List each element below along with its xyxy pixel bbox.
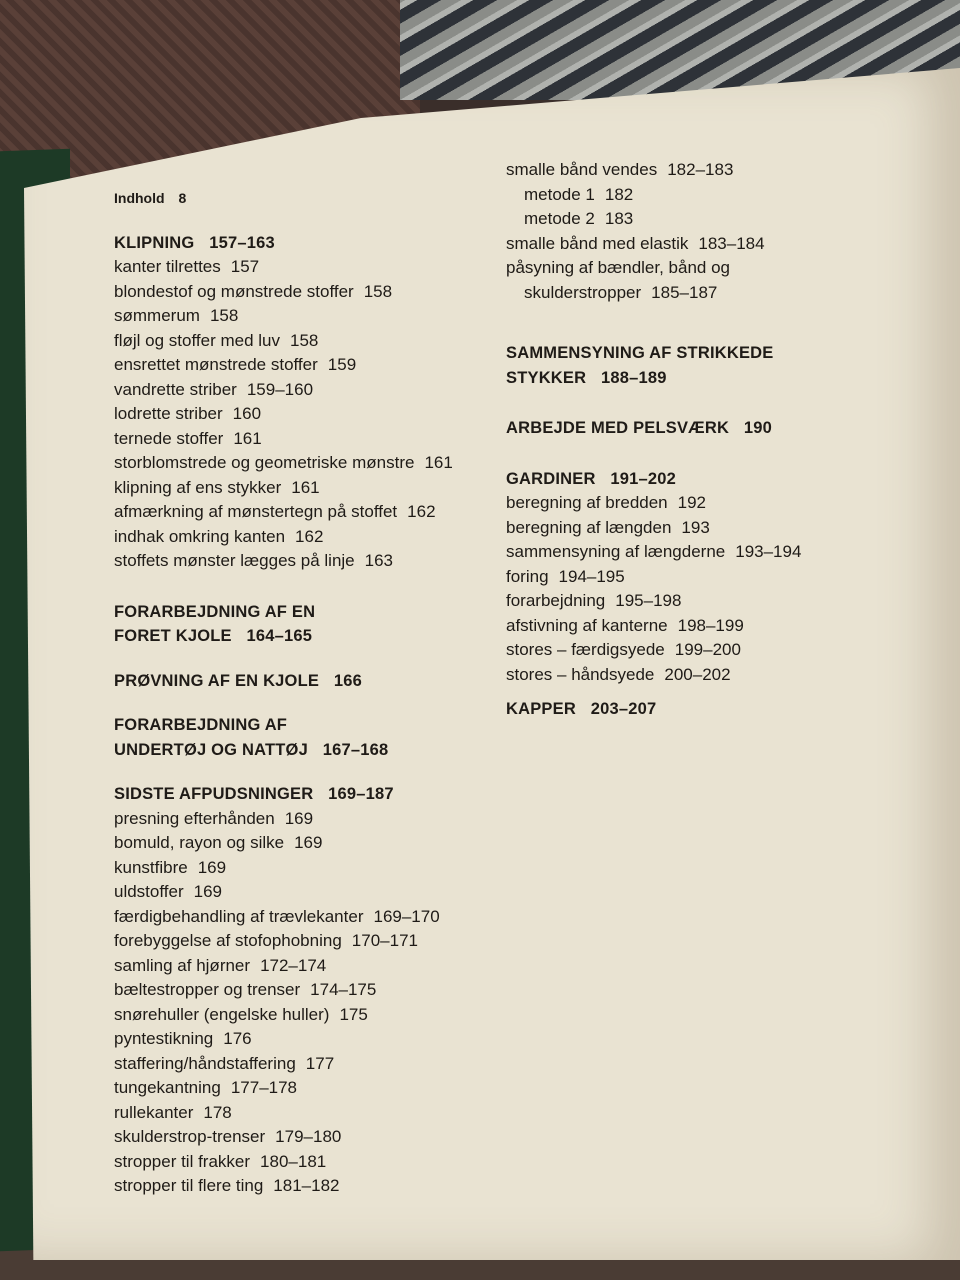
section-pages: 167–168 <box>322 740 389 759</box>
toc-item <box>506 565 926 590</box>
toc-item-pages: 162 <box>407 502 436 521</box>
section-title: KLIPNING <box>114 233 195 252</box>
toc-item-label: stores – færdigsyede <box>506 640 665 659</box>
toc-item-label: skulderstropper <box>524 282 642 302</box>
toc-item-pages: 177 <box>305 1053 335 1073</box>
toc-item <box>506 491 926 516</box>
toc-subitem <box>506 207 926 232</box>
toc-left-column <box>114 186 494 1199</box>
section-pages: 157–163 <box>209 233 275 252</box>
toc-item-label: indhak omkring kanten <box>114 526 286 546</box>
toc-item <box>114 476 494 501</box>
toc-item-pages: 159–160 <box>246 379 314 399</box>
toc-item <box>114 280 494 305</box>
toc-item-pages: 157 <box>230 257 260 276</box>
toc-item <box>506 158 926 183</box>
toc-item <box>506 589 926 614</box>
toc-item-label: bomuld, rayon og silke <box>114 833 285 852</box>
section-heading-afpudsninger <box>114 782 494 807</box>
toc-item-pages: 160 <box>232 404 262 423</box>
toc-item <box>506 614 926 639</box>
toc-item-label: smalle bånd vendes <box>506 160 658 179</box>
section-heading-strikkede <box>506 341 926 366</box>
toc-subitem <box>506 183 926 208</box>
toc-subitem <box>506 281 926 306</box>
toc-item <box>114 402 494 427</box>
toc-item-label: skulderstrop-trenser <box>114 1127 266 1146</box>
toc-item <box>114 807 494 832</box>
toc-item-pages: 169 <box>294 833 323 852</box>
toc-item-pages: 199–200 <box>674 640 741 659</box>
toc-item-pages: 195–198 <box>615 591 682 610</box>
toc-item <box>114 831 494 856</box>
toc-item-label: smalle bånd med elastik <box>506 233 689 253</box>
toc-item <box>114 954 494 979</box>
toc-item-pages: 172–174 <box>260 955 327 975</box>
toc-item-pages: 194–195 <box>558 566 625 586</box>
toc-item-label: tungekantning <box>114 1078 221 1097</box>
toc-item-pages: 182–183 <box>667 160 734 179</box>
toc-right-column <box>506 158 926 722</box>
toc-item <box>114 1174 494 1199</box>
toc-item-label: foring <box>506 566 549 586</box>
section-heading-strikkede-line2 <box>506 366 926 391</box>
toc-item-label: uldstoffer <box>114 882 184 901</box>
toc-item <box>506 256 926 281</box>
toc-item <box>114 856 494 881</box>
toc-item <box>114 1003 494 1028</box>
section-heading-gardiner <box>506 467 926 492</box>
section-heading-pelsvaerk <box>506 416 926 441</box>
toc-item-label: forarbejdning <box>506 591 606 610</box>
section-pages: 191–202 <box>610 469 677 488</box>
toc-item-label: blondestof og mønstrede stoffer <box>114 281 354 301</box>
toc-item-pages: 198–199 <box>677 615 744 635</box>
toc-item <box>114 880 494 905</box>
section-heading-kapper <box>506 697 926 722</box>
toc-item-label: beregning af længden <box>506 517 672 537</box>
section-title: PRØVNING AF EN KJOLE <box>114 671 320 690</box>
section-heading-proevning <box>114 669 494 694</box>
section-title-line1: FORARBEJDNING AF EN <box>114 602 316 621</box>
toc-item-pages: 169 <box>284 808 314 828</box>
section-title: SIDSTE AFPUDSNINGER <box>114 785 314 803</box>
toc-item-pages: 174–175 <box>310 980 377 999</box>
toc-item-pages: 183–184 <box>698 233 765 253</box>
toc-item <box>114 304 494 329</box>
toc-item <box>114 1101 494 1126</box>
toc-item-pages: 185–187 <box>651 282 718 302</box>
toc-item-label: storblomstrede og geometriske mønstre <box>114 453 415 472</box>
toc-item-label: pyntestikning <box>114 1029 214 1048</box>
toc-item-label: stoffets mønster lægges på linje <box>114 551 355 570</box>
section-heading-foret-kjole-line2 <box>114 624 494 649</box>
section-heading-undertoej-line2 <box>114 738 494 763</box>
header-page-number: 8 <box>178 190 187 206</box>
section-title-line2: STYKKER <box>506 368 587 387</box>
toc-item <box>114 1052 494 1077</box>
toc-item-label: metode 2 <box>524 209 595 228</box>
toc-item-label: stores – håndsyede <box>506 664 655 684</box>
section-pages: 203–207 <box>590 700 657 718</box>
toc-item-pages: 193–194 <box>735 542 802 561</box>
toc-item <box>114 929 494 954</box>
toc-item <box>114 905 494 930</box>
toc-item-label: samling af hjørner <box>114 955 251 975</box>
toc-item-pages: 158 <box>289 330 319 350</box>
toc-item-label: afstivning af kanterne <box>506 615 668 635</box>
toc-item-pages: 162 <box>295 526 324 546</box>
toc-item-label: afmærkning af mønstertegn på stoffet <box>114 502 398 521</box>
toc-item <box>114 1076 494 1101</box>
section-pages: 169–187 <box>328 785 394 803</box>
header-label: Indhold <box>114 190 165 206</box>
section-title-line2: FORET KJOLE <box>114 627 232 645</box>
toc-item-pages: 175 <box>339 1004 368 1024</box>
toc-item <box>114 427 494 452</box>
toc-item-label: ternede stoffer <box>114 428 224 448</box>
toc-item-label: påsyning af bændler, bånd og <box>506 258 731 277</box>
section-title-line1: SAMMENSYNING AF STRIKKEDE <box>506 344 774 362</box>
toc-item <box>114 978 494 1003</box>
section-title: KAPPER <box>506 700 576 718</box>
toc-item-pages: 176 <box>223 1029 252 1048</box>
toc-item-pages: 169 <box>197 857 227 877</box>
section-heading-klipning <box>114 231 494 256</box>
toc-item-pages: 161 <box>233 428 262 448</box>
section-pages: 188–189 <box>601 368 667 387</box>
toc-item-label: sømmerum <box>114 306 200 325</box>
toc-item-label: kanter tilrettes <box>114 257 221 276</box>
toc-item-pages: 169 <box>193 882 222 901</box>
toc-item <box>114 353 494 378</box>
toc-item <box>114 500 494 525</box>
toc-item-label: presning efterhånden <box>114 808 275 828</box>
toc-item-label: rullekanter <box>114 1102 194 1122</box>
section-title-line2: UNDERTØJ OG NATTØJ <box>114 740 308 759</box>
toc-item-label: stropper til flere ting <box>114 1176 264 1195</box>
toc-item <box>114 451 494 476</box>
toc-item <box>114 329 494 354</box>
section-title: GARDINER <box>506 469 596 488</box>
toc-item <box>114 1125 494 1150</box>
toc-item-label: forebyggelse af stofophobning <box>114 931 342 950</box>
section-pages: 190 <box>743 419 773 437</box>
page-header <box>114 186 494 211</box>
toc-item <box>114 1150 494 1175</box>
toc-item-pages: 182 <box>604 184 634 204</box>
toc-item-label: vandrette striber <box>114 379 237 399</box>
toc-item <box>506 638 926 663</box>
toc-item-label: fløjl og stoffer med luv <box>114 330 280 350</box>
toc-item <box>114 549 494 574</box>
toc-item-label: bæltestropper og trenser <box>114 980 301 999</box>
toc-item-pages: 159 <box>327 355 357 374</box>
toc-item-pages: 192 <box>677 493 707 512</box>
toc-item <box>114 378 494 403</box>
toc-item-pages: 158 <box>209 306 239 325</box>
toc-item <box>506 232 926 257</box>
toc-item-pages: 178 <box>203 1102 232 1122</box>
toc-item-pages: 158 <box>363 281 393 301</box>
toc-item-label: klipning af ens stykker <box>114 477 282 497</box>
toc-item-label: sammensyning af længderne <box>506 542 726 561</box>
toc-item <box>506 540 926 565</box>
toc-item-label: ensrettet mønstrede stoffer <box>114 355 318 374</box>
toc-item-label: kunstfibre <box>114 857 188 877</box>
section-title: ARBEJDE MED PELSVÆRK <box>506 419 730 437</box>
toc-item-label: staffering/håndstaffering <box>114 1053 296 1073</box>
toc-item-label: snørehuller (engelske huller) <box>114 1004 330 1024</box>
toc-item-pages: 193 <box>681 517 710 537</box>
toc-item <box>506 516 926 541</box>
section-heading-foret-kjole <box>114 600 494 625</box>
toc-item <box>506 663 926 688</box>
section-pages: 164–165 <box>246 627 313 645</box>
toc-item-pages: 170–171 <box>351 931 418 950</box>
toc-item-label: stropper til frakker <box>114 1151 251 1171</box>
toc-item-label: beregning af bredden <box>506 493 668 512</box>
toc-item-pages: 161 <box>291 477 320 497</box>
toc-item-pages: 161 <box>424 453 453 472</box>
toc-item-label: færdigbehandling af trævlekanter <box>114 906 364 926</box>
toc-item-label: lodrette striber <box>114 404 223 423</box>
toc-item-pages: 200–202 <box>664 664 731 684</box>
toc-item-pages: 177–178 <box>230 1078 298 1097</box>
toc-item <box>114 1027 494 1052</box>
toc-item-label: metode 1 <box>524 184 595 204</box>
toc-item-pages: 169–170 <box>373 906 440 926</box>
toc-item-pages: 163 <box>364 551 394 570</box>
toc-item-pages: 183 <box>604 209 634 228</box>
toc-item-pages: 181–182 <box>273 1176 340 1195</box>
toc-item-pages: 180–181 <box>260 1151 327 1171</box>
toc-item <box>114 525 494 550</box>
toc-item-pages: 179–180 <box>275 1127 342 1146</box>
toc-item <box>114 255 494 280</box>
section-pages: 166 <box>333 671 363 690</box>
section-heading-undertoej <box>114 713 494 738</box>
section-title-line1: FORARBEJDNING AF <box>114 716 288 734</box>
